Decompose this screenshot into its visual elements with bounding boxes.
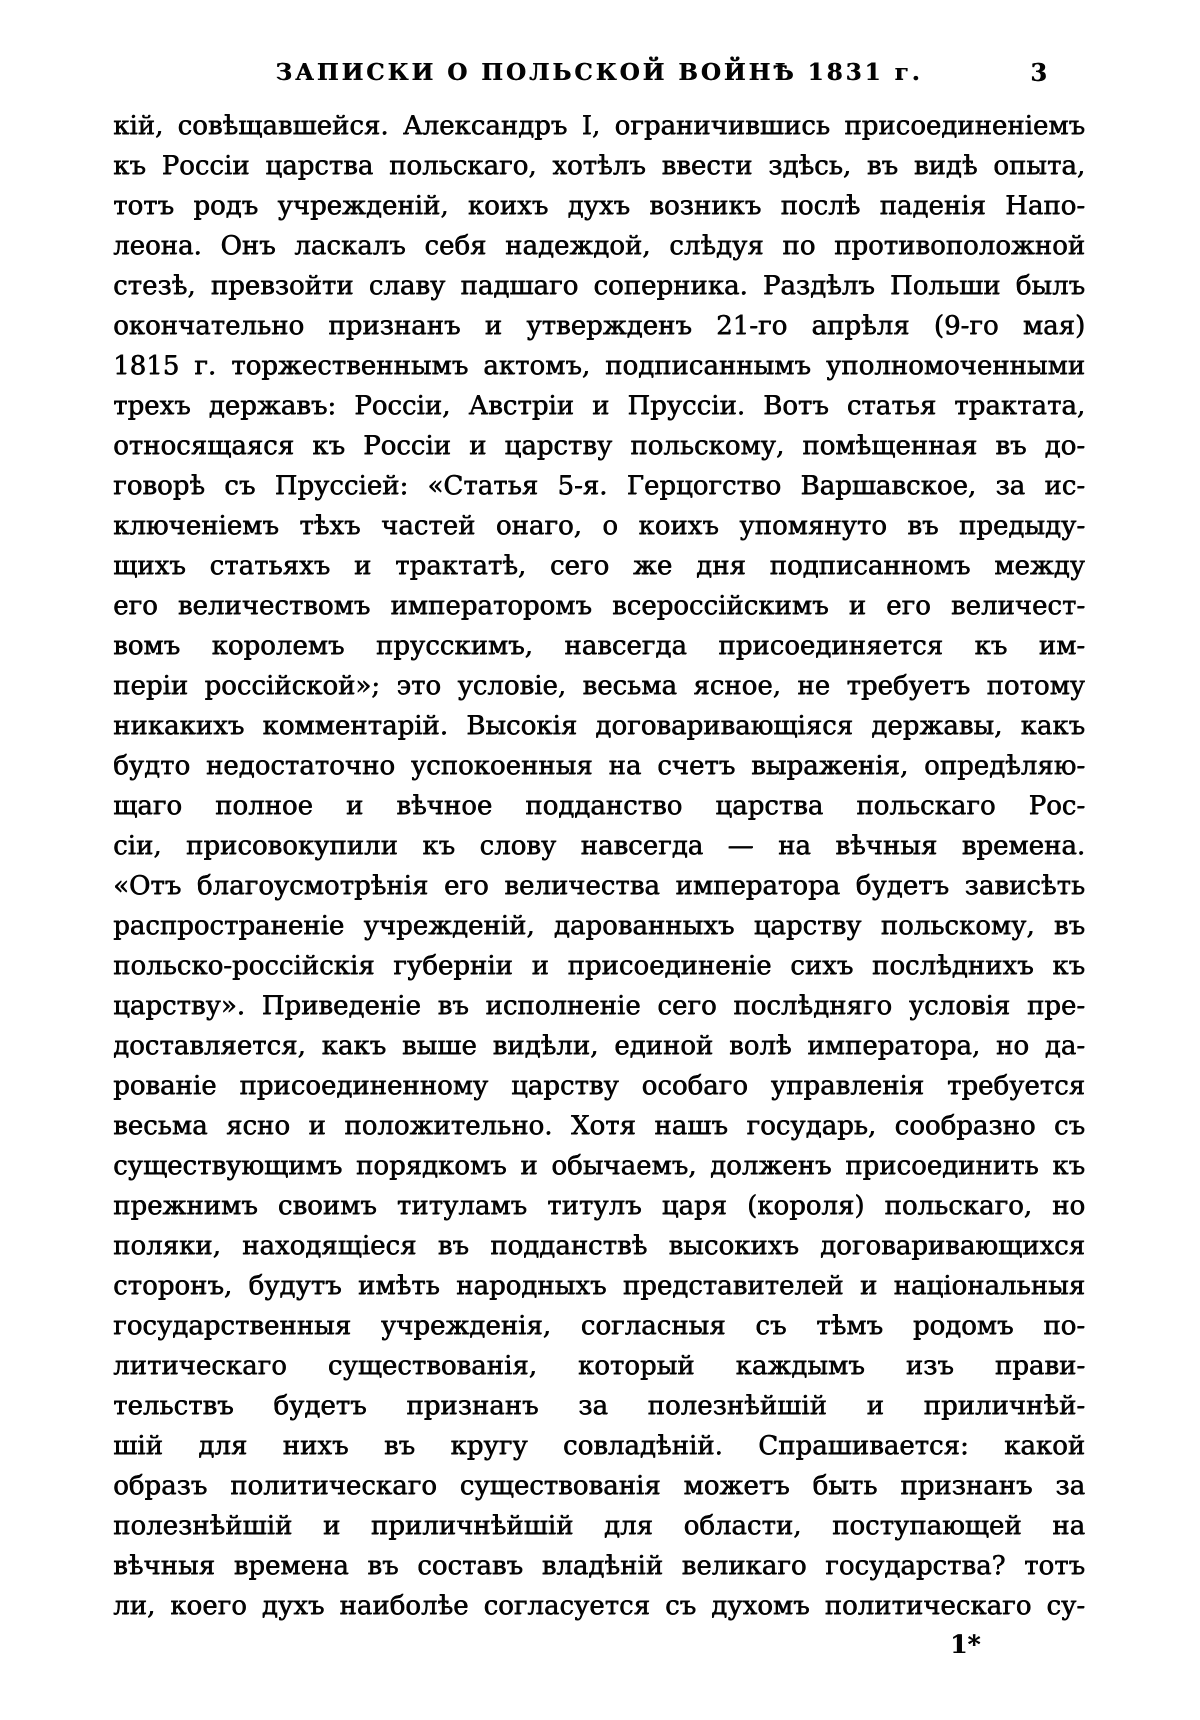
- text-line: сіи, присовокупили къ слову навсегда — на вѣчныя времена.: [113, 831, 1085, 861]
- text-line: 1815 г. торжественнымъ актомъ, подписаннымъ уполномоченными: [113, 351, 1085, 381]
- text-line: окончательно признанъ и утвержденъ 21-го апрѣля (9-го мая): [113, 311, 1085, 341]
- text-line: ключеніемъ тѣхъ частей онаго, о коихъ упомянуто въ предыду-: [113, 511, 1085, 541]
- text-line: шій для нихъ въ кругу совладѣній. Спрашивается: какой: [113, 1431, 1085, 1461]
- text-line: періи россійской»; это условіе, весьма ясное, не требуетъ потому: [113, 671, 1085, 701]
- text-line: трехъ державъ: Россіи, Австріи и Пруссіи. Вотъ статья трактата,: [113, 391, 1085, 421]
- running-title: ЗАПИСКИ О ПОЛЬСКОЙ ВОЙНѢ 1831 г.: [275, 59, 923, 86]
- text-line: его величествомъ императоромъ всероссійскимъ и его величест-: [113, 591, 1085, 621]
- text-line: къ Россіи царства польскаго, хотѣлъ ввести здѣсь, въ видѣ опыта,: [113, 151, 1085, 181]
- page-text: [113, 106, 1085, 1626]
- text-line: щихъ статьяхъ и трактатѣ, сего же дня подписанномъ между: [113, 551, 1085, 581]
- text-line: никакихъ комментарій. Высокія договаривающіяся державы, какъ: [113, 711, 1085, 741]
- text-line: полезнѣйшій и приличнѣйшій для области, поступающей на: [113, 1511, 1085, 1541]
- text-line: прежнимъ своимъ титуламъ титулъ царя (короля) польскаго, но: [113, 1191, 1085, 1221]
- text-line: вомъ королемъ прусскимъ, навсегда присоединяется къ им-: [113, 631, 1085, 661]
- text-line: «Отъ благоусмотрѣнія его величества императора будетъ зависѣть: [113, 871, 1085, 901]
- text-line: государственныя учрежденія, согласныя съ тѣмъ родомъ по-: [113, 1311, 1085, 1341]
- text-line: говорѣ съ Пруссіей: «Статья 5-я. Герцогство Варшавское, за ис-: [113, 471, 1085, 501]
- text-line: царству». Приведеніе въ исполненіе сего послѣдняго условія пре-: [113, 991, 1085, 1021]
- running-head: [113, 56, 1085, 90]
- text-line: ли, коего духъ наиболѣе согласуется съ духомъ политическаго су-: [113, 1591, 1085, 1621]
- text-line: относящаяся къ Россіи и царству польскому, помѣщенная въ до-: [113, 431, 1085, 461]
- text-line: весьма ясно и положительно. Хотя нашъ государь, сообразно съ: [113, 1111, 1085, 1141]
- text-line: доставляется, какъ выше видѣли, единой волѣ императора, но да-: [113, 1031, 1085, 1061]
- text-line: стезѣ, превзойти славу падшаго соперника. Раздѣлъ Польши былъ: [113, 271, 1085, 301]
- text-line: кій, совѣщавшейся. Александръ I, ограничившись присоединеніемъ: [113, 111, 1085, 141]
- text-line: существующимъ порядкомъ и обычаемъ, долженъ присоединить къ: [113, 1151, 1085, 1181]
- text-line: щаго полное и вѣчное подданство царства польскаго Рос-: [113, 791, 1085, 821]
- text-line: поляки, находящіеся въ подданствѣ высокихъ договаривающихся: [113, 1231, 1085, 1261]
- text-line: распространеніе учрежденій, дарованныхъ царству польскому, въ: [113, 911, 1085, 941]
- page-number: 3: [1030, 58, 1047, 87]
- text-line: тотъ родъ учрежденій, коихъ духъ возникъ послѣ паденія Напо-: [113, 191, 1085, 221]
- text-line: польско-россійскія губерніи и присоединеніе сихъ послѣднихъ къ: [113, 951, 1085, 981]
- signature-mark: 1*: [950, 1630, 981, 1659]
- text-line: будто недостаточно успокоенныя на счетъ выраженія, опредѣляю-: [113, 751, 1085, 781]
- text-line: вѣчныя времена въ составъ владѣній великаго государства? тотъ: [113, 1551, 1085, 1581]
- text-line: рованіе присоединенному царству особаго управленія требуется: [113, 1071, 1085, 1101]
- text-line: литическаго существованія, который каждымъ изъ прави-: [113, 1351, 1085, 1381]
- text-line: леона. Онъ ласкалъ себя надеждой, слѣдуя по противоположной: [113, 231, 1085, 261]
- text-line: сторонъ, будутъ имѣть народныхъ представителей и національныя: [113, 1271, 1085, 1301]
- text-line: образъ политическаго существованія можетъ быть признанъ за: [113, 1471, 1085, 1501]
- text-line: тельствъ будетъ признанъ за полезнѣйшій и приличнѣй-: [113, 1391, 1085, 1421]
